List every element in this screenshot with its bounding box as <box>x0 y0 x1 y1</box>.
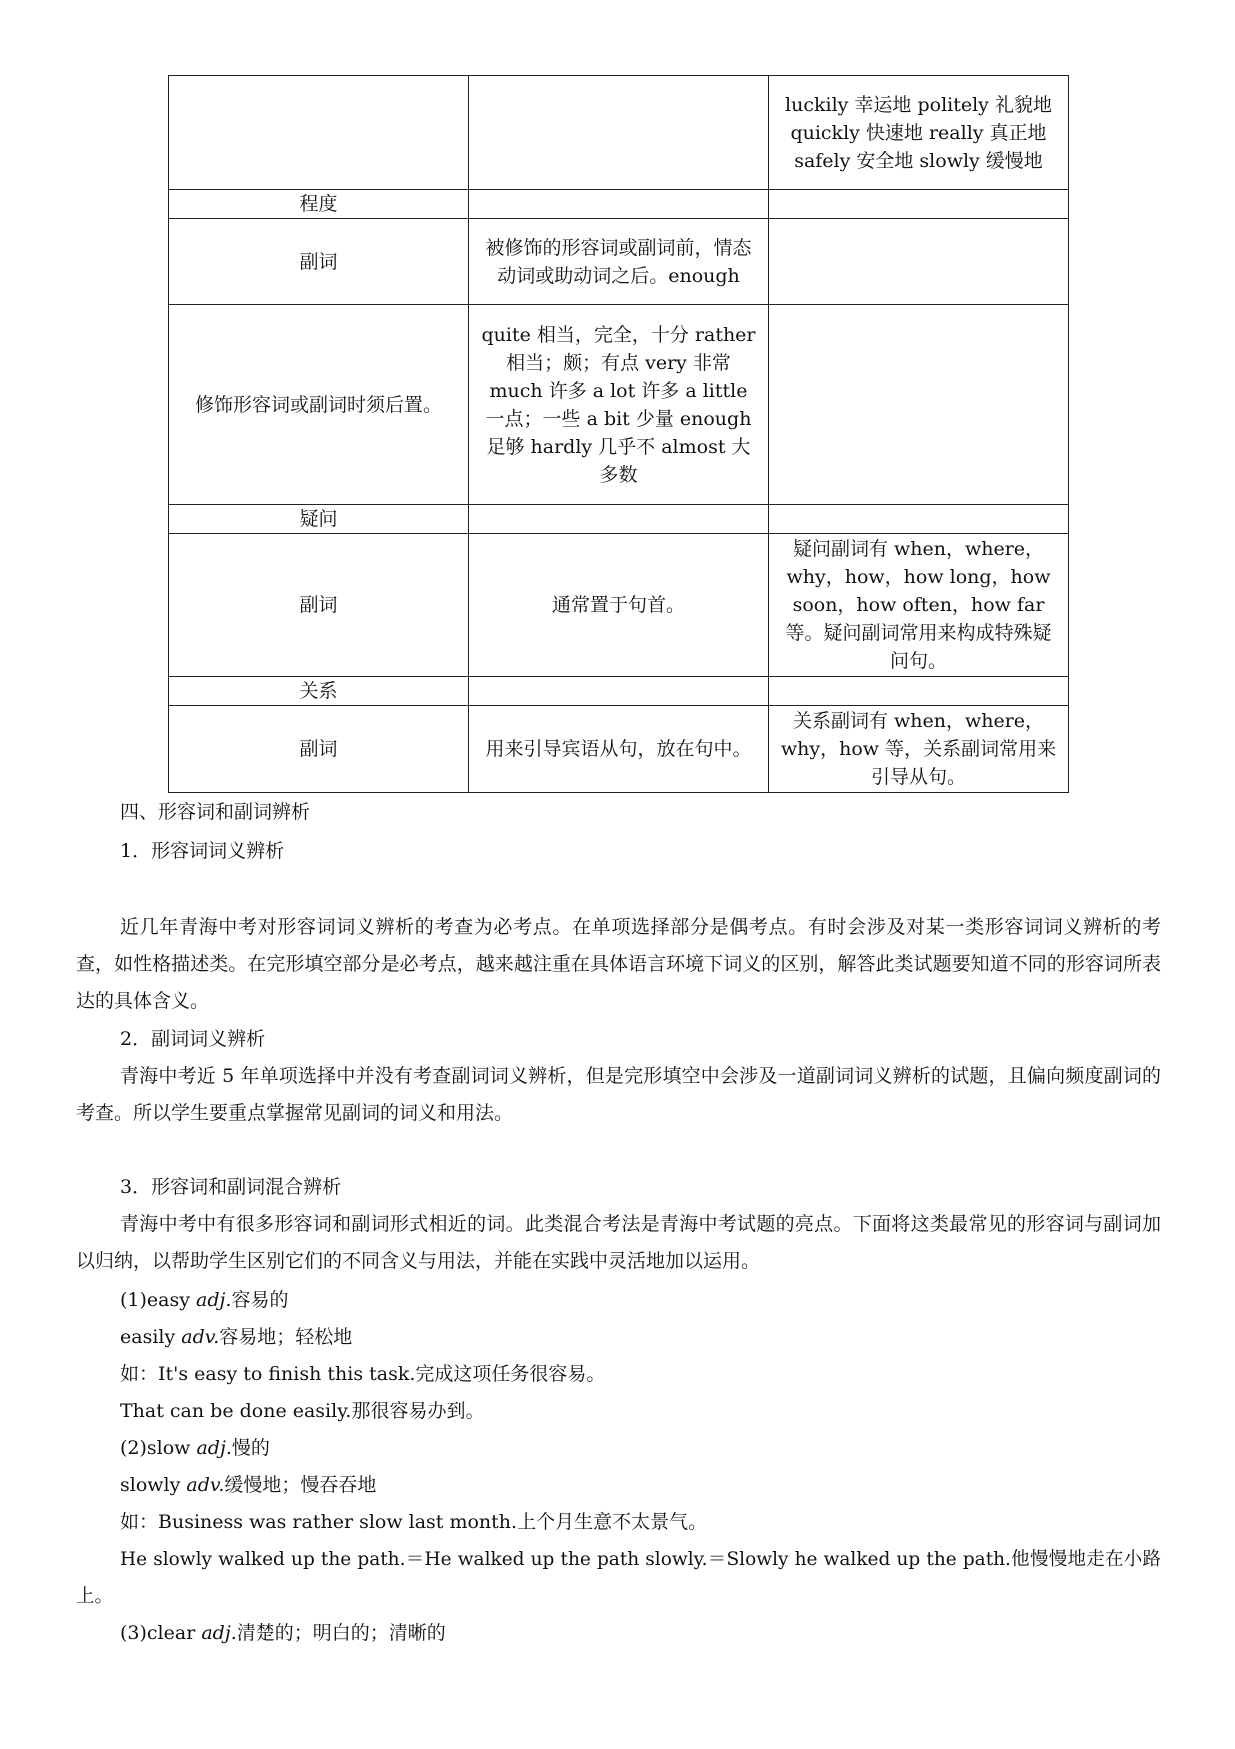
table-cell: 通常置于句首。 <box>469 534 769 677</box>
section-heading: 四、形容词和副词辨析 <box>120 801 311 823</box>
example-word-line <box>120 1618 446 1648</box>
table-cell: 关系副词有 when，where，why，how 等，关系副词常用来引导从句。 <box>769 706 1069 793</box>
table-cell: 副词 <box>169 534 469 677</box>
table-row <box>169 505 1069 534</box>
example-sentence: That can be done easily.那很容易办到。 <box>120 1400 485 1422</box>
table-row <box>169 677 1069 706</box>
table-cell: 关系 <box>169 677 469 706</box>
table-cell <box>469 76 769 190</box>
table-cell <box>469 505 769 534</box>
table-cell <box>769 505 1069 534</box>
table-cell <box>769 219 1069 305</box>
word: easily <box>120 1326 182 1348</box>
word: (3)clear <box>120 1622 202 1644</box>
part-of-speech: adv. <box>181 1326 220 1348</box>
part-of-speech: adj. <box>201 1622 237 1644</box>
table-cell: 程度 <box>169 190 469 219</box>
part-of-speech: adj. <box>196 1437 232 1459</box>
table-row <box>169 706 1069 793</box>
table-row <box>169 190 1069 219</box>
word: slowly <box>120 1474 187 1496</box>
table-cell: luckily 幸运地 politely 礼貌地 quickly 快速地 really 真正地 safely 安全地 slowly 缓慢地 <box>769 76 1069 190</box>
subsection-heading: 2．副词词义辨析 <box>120 1028 266 1050</box>
table-cell: 副词 <box>169 706 469 793</box>
meaning: 容易的 <box>231 1289 289 1311</box>
example-word-line <box>120 1322 352 1352</box>
paragraph: 青海中考中有很多形容词和副词形式相近的词。此类混合考法是青海中考试题的亮点。下面将这类最常见的形容词与副词加以归纳，以帮助学生区别它们的不同含义与用法，并能在实践中灵活地加以运用。 <box>76 1213 1161 1272</box>
table-cell: quite 相当，完全，十分 rather 相当；颇；有点 very 非常 much 许多 a lot 许多 a little 一点；一些 a bit 少量 enough 足够 hardly 几乎不 almost 大多数 <box>469 305 769 505</box>
example-word-line <box>120 1470 376 1500</box>
example-sentence: 如：Business was rather slow last month.上个月生意不太景气。 <box>120 1511 708 1533</box>
table-cell <box>469 677 769 706</box>
meaning: 清楚的；明白的；清晰的 <box>236 1622 446 1644</box>
part-of-speech: adj. <box>196 1289 232 1311</box>
meaning: 慢的 <box>231 1437 270 1459</box>
example-word-line <box>120 1433 270 1463</box>
table-row <box>169 305 1069 505</box>
part-of-speech: adv. <box>186 1474 225 1496</box>
table-cell: 疑问 <box>169 505 469 534</box>
table-cell <box>169 76 469 190</box>
table-cell: 用来引导宾语从句，放在句中。 <box>469 706 769 793</box>
word: (1)easy <box>120 1289 197 1311</box>
table-cell: 修饰形容词或副词时须后置。 <box>169 305 469 505</box>
example-sentence: He slowly walked up the path.＝He walked up the path slowly.＝Slowly he walked up the path.他慢慢地走在小路上。 <box>76 1549 1161 1607</box>
word: (2)slow <box>120 1437 197 1459</box>
example-sentence: 如：It's easy to finish this task.完成这项任务很容易。 <box>120 1363 606 1385</box>
table-cell <box>769 677 1069 706</box>
table-cell: 被修饰的形容词或副词前，情态动词或助动词之后。enough <box>469 219 769 305</box>
table-cell <box>769 305 1069 505</box>
example-word-line <box>120 1285 288 1315</box>
subsection-heading: 1．形容词词义辨析 <box>120 840 285 862</box>
meaning: 容易地；轻松地 <box>219 1326 353 1348</box>
table-cell: 副词 <box>169 219 469 305</box>
table-cell <box>769 190 1069 219</box>
paragraph: 青海中考近 5 年单项选择中并没有考查副词词义辨析，但是完形填空中会涉及一道副词词义辨析的试题，且偏向频度副词的考查。所以学生要重点掌握常见副词的词义和用法。 <box>76 1065 1161 1124</box>
table-row <box>169 534 1069 677</box>
adverb-table <box>168 75 1069 793</box>
table-row <box>169 219 1069 305</box>
table-cell <box>469 190 769 219</box>
table-cell: 疑问副词有 when，where，why，how，how long，how soon，how often，how far 等。疑问副词常用来构成特殊疑问句。 <box>769 534 1069 677</box>
table-row <box>169 76 1069 190</box>
meaning: 缓慢地；慢吞吞地 <box>224 1474 377 1496</box>
subsection-heading: 3．形容词和副词混合辨析 <box>120 1176 342 1198</box>
paragraph: 近几年青海中考对形容词词义辨析的考查为必考点。在单项选择部分是偶考点。有时会涉及对某一类形容词词义辨析的考查，如性格描述类。在完形填空部分是必考点，越来越注重在具体语言环境下词义的区别，解答此类试题要知道不同的形容词所表达的具体含义。 <box>76 916 1161 1012</box>
